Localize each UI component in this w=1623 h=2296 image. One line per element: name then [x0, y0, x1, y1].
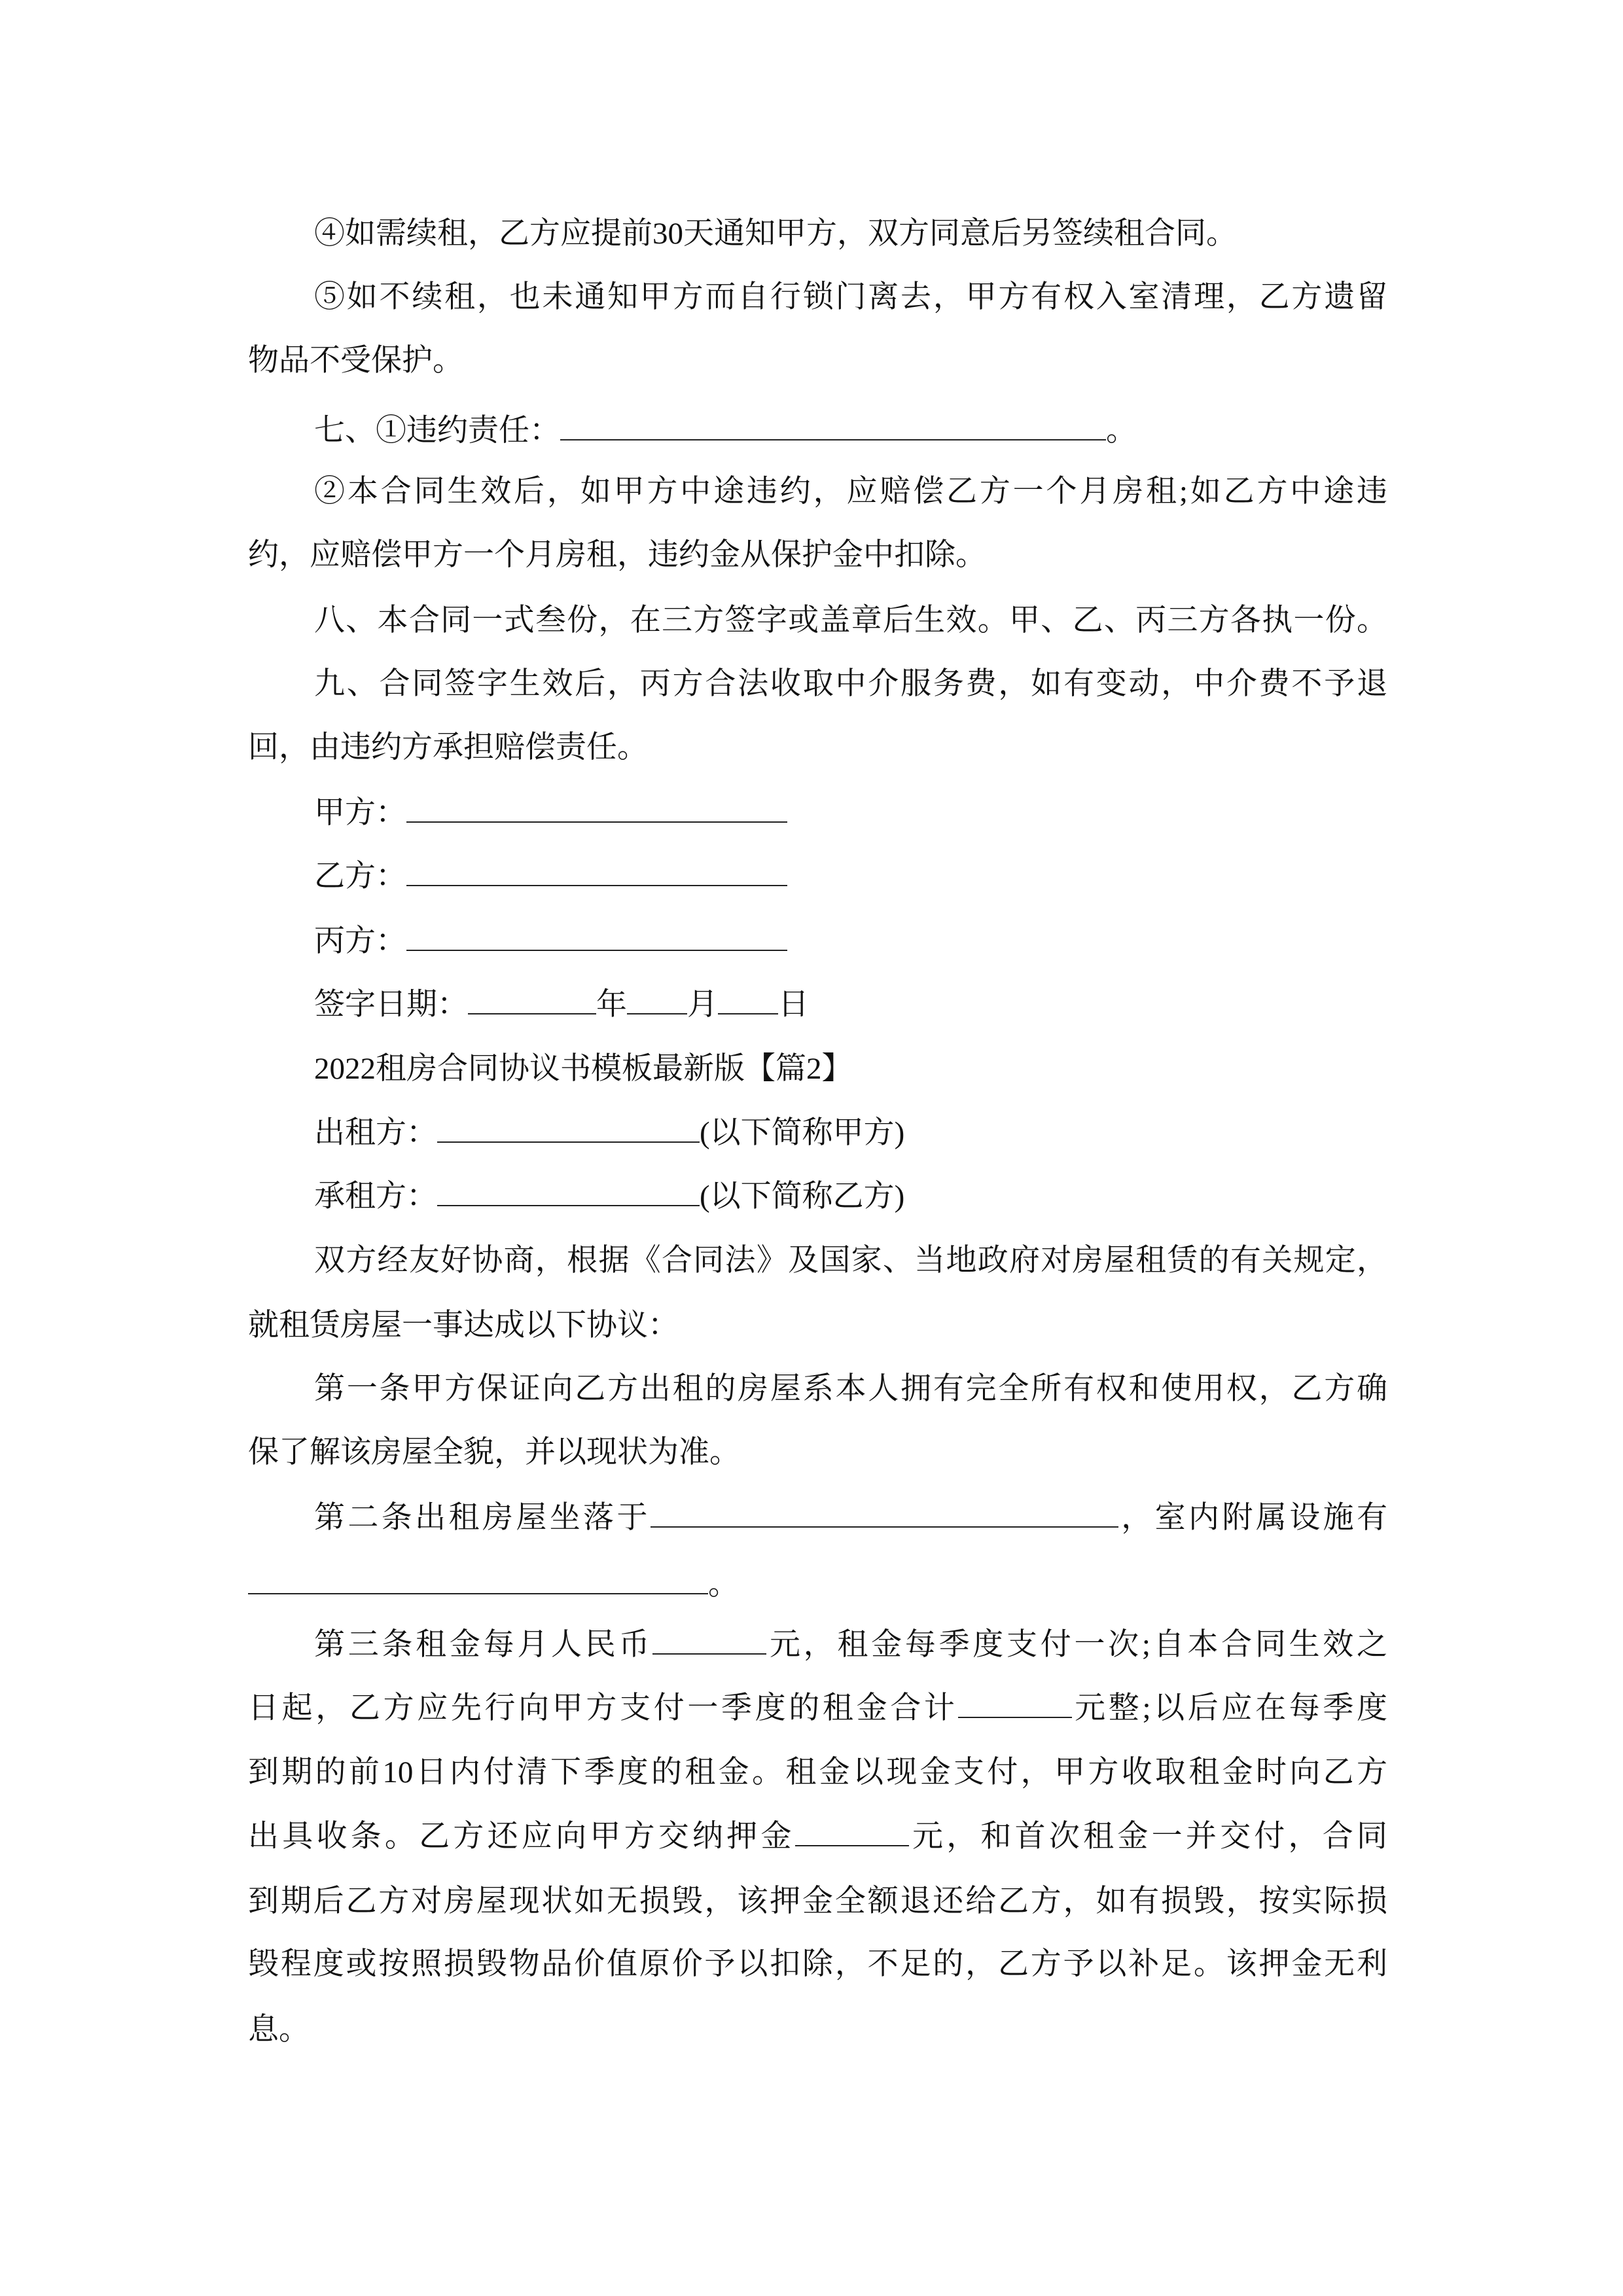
- fill-in-blank[interactable]: [406, 921, 787, 951]
- text-line: [314, 1176, 1387, 1215]
- line-text: 第二条出租房屋坐落于: [314, 1501, 651, 1535]
- line-text: 出具收条。乙方还应向甲方交纳押金: [248, 1820, 795, 1854]
- line-text: 约，应赔偿甲方一个月房租，违约金从保护金中扣除。: [248, 538, 986, 572]
- line-text: 日起，乙方应先行向甲方支付一季度的租金合计: [248, 1691, 958, 1725]
- line-text: 甲方：: [314, 796, 406, 830]
- fill-in-blank[interactable]: [651, 1498, 1118, 1528]
- fill-in-blank[interactable]: [718, 984, 778, 1014]
- text-line: [314, 1498, 1387, 1537]
- line-text: 丙方：: [314, 924, 406, 958]
- line-text: 双方经友好协商，根据《合同法》及国家、当地政府对房屋租赁的有关规定，: [314, 1244, 1387, 1278]
- fill-in-blank[interactable]: [406, 856, 787, 886]
- line-text: 息。: [248, 2013, 310, 2047]
- fill-in-blank[interactable]: [795, 1816, 909, 1846]
- line-text: 元，租金每季度支付一次;自本合同生效之: [766, 1628, 1388, 1662]
- text-line: [248, 2010, 1387, 2049]
- fill-in-blank[interactable]: [437, 1113, 700, 1143]
- text-line: [248, 1306, 1387, 1345]
- text-line: [314, 1369, 1387, 1408]
- line-text: 到期后乙方对房屋现状如无损毁，该押金全额退还给乙方，如有损毁，按实际损: [248, 1884, 1387, 1918]
- line-text: 第一条甲方保证向乙方出租的房屋系本人拥有完全所有权和使用权，乙方确: [314, 1372, 1387, 1406]
- line-text: 九、合同签字生效后，丙方合法收取中介服务费，如有变动，中介费不予退: [314, 667, 1387, 701]
- line-text: 元，和首次租金一并交付，合同: [908, 1820, 1388, 1854]
- fill-in-blank[interactable]: [406, 793, 787, 823]
- line-text: 乙方：: [314, 859, 406, 893]
- text-line: [314, 1049, 1387, 1088]
- line-text: ，室内附属设施有: [1118, 1501, 1388, 1535]
- fill-in-blank[interactable]: [627, 984, 687, 1014]
- line-text: 就租赁房屋一事达成以下协议：: [248, 1308, 679, 1342]
- line-text: 。: [1106, 414, 1137, 448]
- fill-in-blank[interactable]: [958, 1688, 1072, 1718]
- line-text: 日: [778, 988, 809, 1022]
- text-line: [248, 728, 1387, 767]
- line-text: 承租方：: [314, 1179, 437, 1213]
- line-text: 八、本合同一式叁份，在三方签字或盖章后生效。甲、乙、丙三方各执一份。: [314, 603, 1387, 637]
- line-text: 七、①违约责任：: [314, 414, 560, 448]
- line-text: 出租方：: [314, 1116, 437, 1150]
- line-text: 签字日期：: [314, 988, 468, 1022]
- fill-in-blank[interactable]: [652, 1624, 766, 1655]
- fill-in-blank[interactable]: [437, 1176, 700, 1206]
- line-text: 月: [687, 988, 718, 1022]
- text-line: [314, 921, 1387, 960]
- line-text: (以下简称乙方): [700, 1179, 905, 1213]
- text-line: [314, 793, 1387, 832]
- text-line: [314, 410, 1387, 450]
- text-line: [248, 1945, 1387, 1984]
- text-line: [248, 1882, 1387, 1921]
- text-line: [314, 1624, 1387, 1664]
- text-line: [314, 856, 1387, 895]
- line-text: 2022租房合同协议书模板最新版【篇2】: [314, 1052, 853, 1086]
- text-line: [248, 1433, 1387, 1472]
- text-line: [248, 535, 1387, 575]
- text-line: [248, 1816, 1387, 1856]
- line-text: 年: [596, 988, 627, 1022]
- line-text: ⑤如不续租，也未通知甲方而自行锁门离去，甲方有权入室清理，乙方遗留: [314, 280, 1387, 314]
- text-line: [248, 1564, 1387, 1604]
- text-line: [248, 1753, 1387, 1792]
- line-text: 保了解该房屋全貌，并以现状为准。: [248, 1435, 740, 1469]
- line-text: (以下简称甲方): [700, 1116, 905, 1150]
- text-line: [314, 601, 1387, 640]
- line-text: 回，由违约方承担赔偿责任。: [248, 730, 648, 764]
- text-line: [314, 1113, 1387, 1152]
- fill-in-blank[interactable]: [468, 984, 596, 1014]
- text-line: [314, 472, 1387, 511]
- line-text: ④如需续租，乙方应提前30天通知甲方，双方同意后另签续租合同。: [314, 217, 1237, 251]
- text-line: [248, 341, 1387, 380]
- line-text: 毁程度或按照损毁物品价值原价予以扣除，不足的，乙方予以补足。该押金无利: [248, 1947, 1387, 1981]
- line-text: 第三条租金每月人民币: [314, 1628, 653, 1662]
- text-line: [314, 214, 1387, 253]
- fill-in-blank[interactable]: [560, 410, 1106, 440]
- text-line: [248, 1688, 1387, 1727]
- line-text: ②本合同生效后，如甲方中途违约，应赔偿乙方一个月房租;如乙方中途违: [314, 475, 1387, 509]
- text-line: [314, 664, 1387, 704]
- line-text: 到期的前10日内付清下季度的租金。租金以现金支付，甲方收取租金时向乙方: [248, 1755, 1387, 1789]
- text-line: [314, 278, 1387, 317]
- fill-in-blank[interactable]: [248, 1564, 708, 1594]
- text-line: [314, 984, 1387, 1024]
- text-line: [314, 1241, 1387, 1280]
- line-text: 。: [708, 1568, 739, 1602]
- line-text: 物品不受保护。: [248, 344, 463, 378]
- line-text: 元整;以后应在每季度: [1071, 1691, 1388, 1725]
